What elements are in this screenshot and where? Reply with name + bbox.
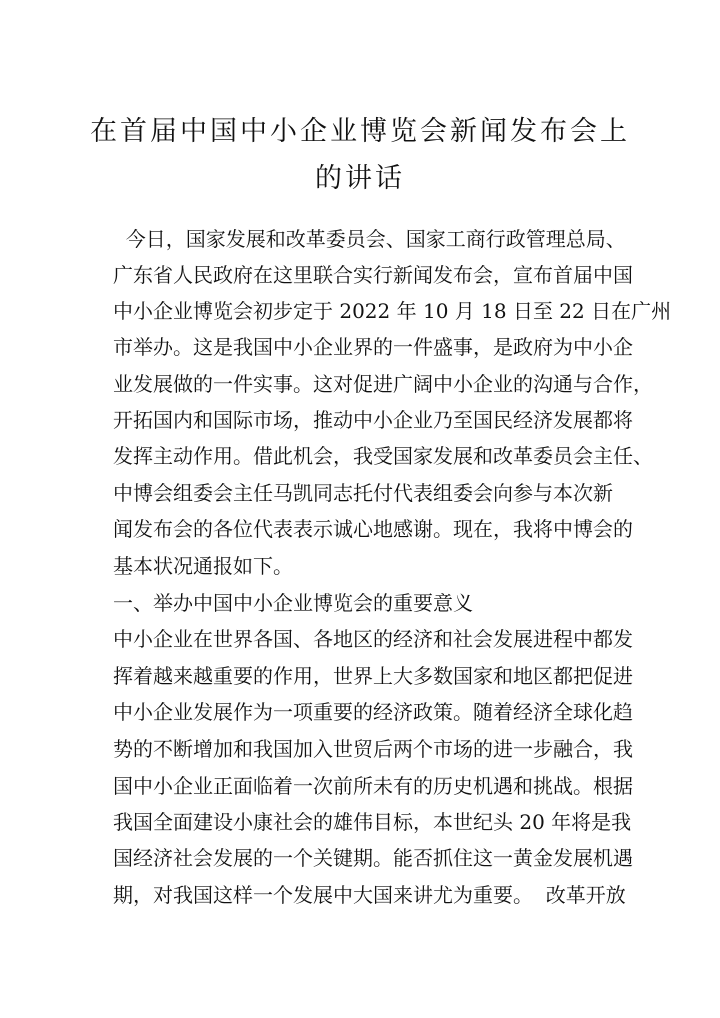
paragraph-line: 国中小企业正面临着一次前所未有的历史机遇和挑战。根据 [113,774,633,798]
paragraph-line: 市举办。这是我国中小企业界的一件盛事，是政府为中小企 [113,335,633,359]
paragraph-line: 势的不断增加和我国加入世贸后两个市场的进一步融合，我 [113,737,633,761]
document-title-line-2: 的讲话 [315,163,405,194]
paragraph-line: 基本状况通报如下。 [113,554,293,578]
paragraph-line: 发挥主动作用。借此机会，我受国家发展和改革委员会主任、 [113,444,653,468]
paragraph-line: 广东省人民政府在这里联合实行新闻发布会，宣布首届中国 [113,263,633,287]
paragraph-line: 闻发布会的各位代表表示诚心地感谢。现在，我将中博会的 [113,517,633,541]
paragraph-line: 今日，国家发展和改革委员会、国家工商行政管理总局、 [113,227,626,251]
document-title-line-1: 在首届中国中小企业博览会新闻发布会上 [90,116,630,147]
paragraph-line: 中小企业发展作为一项重要的经济政策。随着经济全球化趋 [113,700,633,724]
paragraph-line: 业发展做的一件实事。这对促进广阔中小企业的沟通与合作， [113,372,653,396]
paragraph-line: 中博会组委会主任马凯同志托付代表组委会向参与本次新 [113,481,613,505]
paragraph-line: 中小企业在世界各国、各地区的经济和社会发展进程中都发 [113,627,633,651]
paragraph-line: 开拓国内和国际市场，推动中小企业乃至国民经济发展都将 [113,408,633,432]
paragraph-line: 期，对我国这样一个发展中大国来讲尤为重要。 改革开放 [113,883,626,907]
paragraph-line: 中小企业博览会初步定于 2022 年 10 月 18 日至 22 日在广州 [113,299,672,323]
paragraph-line: 挥着越来越重要的作用，世界上大多数国家和地区都把促进 [113,664,633,688]
paragraph-line: 国经济社会发展的一个关键期。能否抓住这一黄金发展机遇 [113,846,633,870]
paragraph-line: 我国全面建设小康社会的雄伟目标，本世纪头 20 年将是我 [113,810,632,834]
section-heading: 一、举办中国中小企业博览会的重要意义 [113,591,473,615]
